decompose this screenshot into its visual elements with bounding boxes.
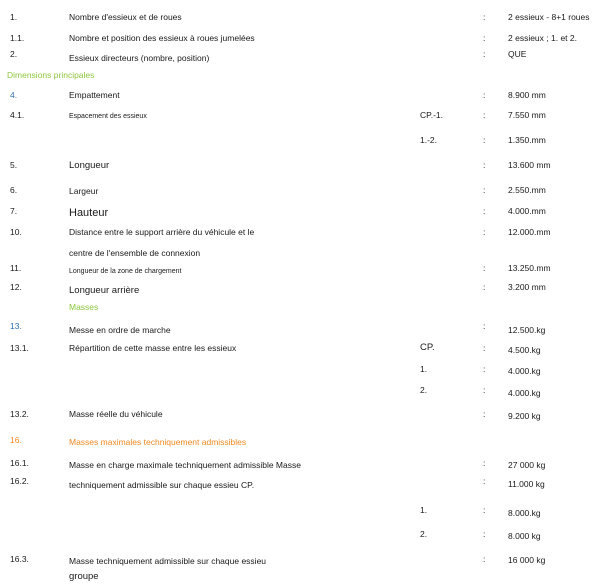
colon: : bbox=[483, 206, 486, 216]
item-value: 3.200 mm bbox=[508, 282, 546, 292]
item-label: Répartition de cette masse entre les essieux bbox=[69, 343, 237, 353]
item-value: 2.550.mm bbox=[508, 185, 546, 195]
item-number: 1. bbox=[10, 12, 18, 22]
item-value: 13.250.mm bbox=[508, 263, 551, 273]
item-number: 1.1. bbox=[10, 33, 25, 43]
sub-label: CP. bbox=[420, 342, 435, 353]
colon: : bbox=[483, 385, 486, 395]
item-label: Masse techniquement admissible sur chaque essieu bbox=[69, 556, 267, 566]
item-number: 7. bbox=[10, 206, 18, 216]
item-number: 16.3. bbox=[10, 554, 29, 564]
colon: : bbox=[483, 185, 486, 195]
item-value: 4.500.kg bbox=[508, 345, 541, 355]
colon: : bbox=[483, 343, 486, 353]
item-value: 13.600 mm bbox=[508, 160, 551, 170]
item-value: 12.000.mm bbox=[508, 227, 551, 237]
section-heading-max-masses: Masses maximales techniquement admissibles bbox=[69, 437, 247, 447]
colon: : bbox=[483, 135, 486, 145]
item-label: Longueur de la zone de chargement bbox=[69, 268, 182, 275]
sub-label: 2. bbox=[420, 529, 428, 539]
item-value: QUE bbox=[508, 49, 527, 59]
item-value: 1.350.mm bbox=[508, 135, 546, 145]
item-number: 16.1. bbox=[10, 458, 29, 468]
sub-label: 2. bbox=[420, 385, 428, 395]
item-value: 8.000 kg bbox=[508, 531, 541, 541]
sub-label: 1.-2. bbox=[420, 135, 438, 145]
item-value: 4.000.kg bbox=[508, 366, 541, 376]
item-number: 10. bbox=[10, 227, 22, 237]
colon: : bbox=[483, 458, 486, 468]
item-label: Longueur arrière bbox=[69, 285, 140, 296]
colon: : bbox=[483, 321, 486, 331]
item-value: 4.000.mm bbox=[508, 206, 546, 216]
item-value: 2 essieux ; 1. et 2. bbox=[508, 33, 577, 43]
item-number: 2. bbox=[10, 49, 18, 59]
colon: : bbox=[483, 160, 486, 170]
item-label: Espacement des essieux bbox=[69, 113, 147, 120]
colon: : bbox=[483, 364, 486, 374]
colon: : bbox=[483, 12, 486, 22]
item-number: 11. bbox=[10, 263, 22, 273]
item-label-continued: groupe bbox=[69, 571, 99, 582]
item-value: 8.900 mm bbox=[508, 90, 546, 100]
item-label: Masse réelle du véhicule bbox=[69, 409, 163, 419]
item-value: 4.000.kg bbox=[508, 388, 541, 398]
sub-label: 1. bbox=[420, 505, 428, 515]
section-heading-dimensions: Dimensions principales bbox=[7, 70, 95, 80]
item-value: 16 000 kg bbox=[508, 555, 546, 565]
sub-label: CP.-1. bbox=[420, 110, 443, 120]
item-label: Nombre et position des essieux à roues jumelées bbox=[69, 33, 255, 43]
item-value: 9.200 kg bbox=[508, 411, 541, 421]
item-value: 2 essieux - 8+1 roues bbox=[508, 12, 590, 22]
item-value: 11.000 kg bbox=[508, 479, 545, 489]
colon: : bbox=[483, 409, 486, 419]
item-number: 4.1. bbox=[10, 110, 25, 120]
colon: : bbox=[483, 282, 486, 292]
colon: : bbox=[483, 505, 486, 515]
item-label: techniquement admissible sur chaque essieu CP. bbox=[69, 480, 255, 490]
colon: : bbox=[483, 90, 486, 100]
item-number: 5. bbox=[10, 160, 18, 170]
item-number: 16. bbox=[10, 435, 22, 445]
item-label: Masse en charge maximale techniquement admissible Masse bbox=[69, 460, 301, 470]
colon: : bbox=[483, 227, 486, 237]
item-label: Hauteur bbox=[69, 207, 109, 219]
sub-label: 1. bbox=[420, 364, 428, 374]
item-number: 12. bbox=[10, 282, 22, 292]
item-label: Essieux directeurs (nombre, position) bbox=[69, 53, 210, 63]
colon: : bbox=[483, 110, 486, 120]
item-number: 6. bbox=[10, 185, 18, 195]
item-value: 27 000 kg bbox=[508, 460, 546, 470]
item-number: 4. bbox=[10, 90, 18, 100]
colon: : bbox=[483, 476, 486, 486]
colon: : bbox=[483, 49, 486, 59]
item-label: Empattement bbox=[69, 90, 120, 100]
item-label: Longueur bbox=[69, 160, 110, 171]
item-number: 13.1. bbox=[10, 343, 29, 353]
item-label: Largeur bbox=[69, 186, 99, 196]
item-label: Nombre d'essieux et de roues bbox=[69, 12, 182, 22]
item-label: Messe en ordre de marche bbox=[69, 325, 171, 335]
colon: : bbox=[483, 263, 486, 273]
colon: : bbox=[483, 33, 486, 43]
item-number: 16.2. bbox=[10, 476, 29, 486]
item-value: 7.550 mm bbox=[508, 110, 546, 120]
item-number: 13. bbox=[10, 321, 22, 331]
item-label: Distance entre le support arrière du véhicule et le bbox=[69, 227, 255, 237]
item-value: 12.500.kg bbox=[508, 325, 546, 335]
item-value: 8.000.kg bbox=[508, 508, 541, 518]
colon: : bbox=[483, 529, 486, 539]
item-number: 13.2. bbox=[10, 409, 29, 419]
colon: : bbox=[483, 554, 486, 564]
item-label-continued: centre de l'ensemble de connexion bbox=[69, 248, 201, 258]
section-heading-masses: Masses bbox=[69, 302, 99, 312]
